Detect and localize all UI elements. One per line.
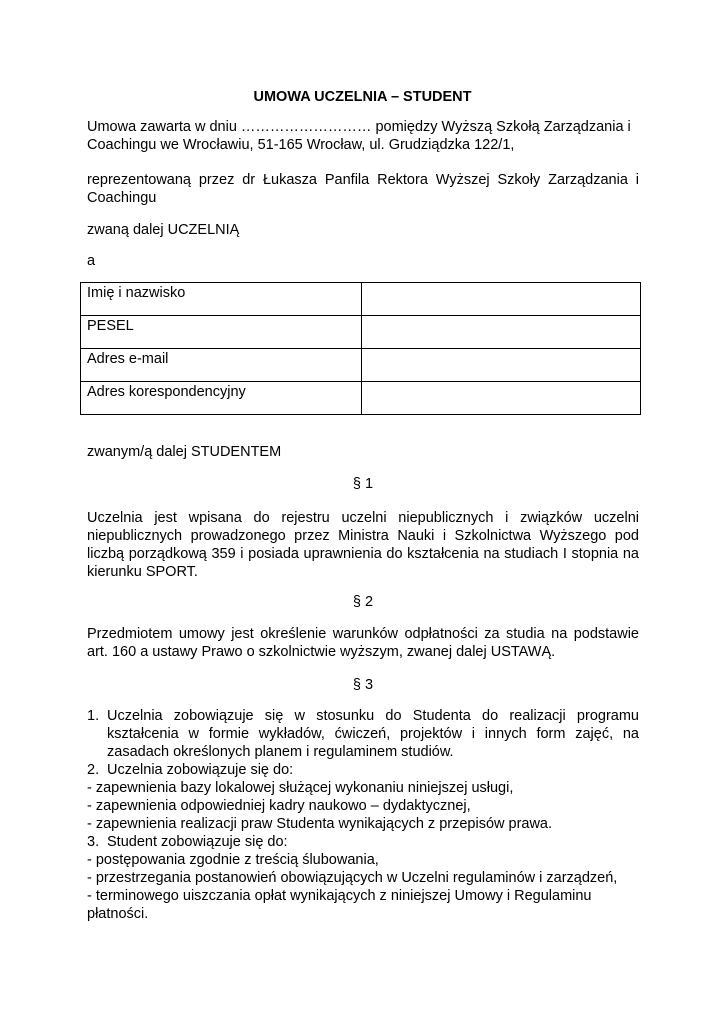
list-item-text: Uczelnia zobowiązuje się w stosunku do Studenta do realizacji programu kształcenia w formie wykładów, ćwiczeń, projektów i innych form zajęć, na zasadach określonych planem i regulaminem studiów.	[107, 708, 639, 760]
row-value-name[interactable]	[362, 283, 641, 316]
intro-representation: reprezentowaną przez dr Łukasza Panfila Rektora Wyższej Szkoły Zarządzania i Coachingu	[87, 172, 639, 206]
section-3-list	[87, 707, 639, 923]
list-item	[87, 833, 639, 851]
row-value-email[interactable]	[362, 349, 641, 382]
list-item-text: Uczelnia zobowiązuje się do:	[107, 762, 294, 778]
section-1-text: Uczelnia jest wpisana do rejestru uczelni niepublicznych i związków uczelni niepublicznych prowadzonego przez Ministra Nauki i Szkolnictwa Wyższego pod liczbą porządkową 359 i posiada uprawnienia do kształcenia na studiach I stopnia na kierunku SPORT.	[87, 510, 639, 580]
document-title: UMOWA UCZELNIA – STUDENT	[253, 89, 472, 105]
section-1-heading: § 1	[352, 476, 374, 492]
list-item-number: 3.	[87, 834, 100, 850]
student-data-table	[80, 282, 641, 415]
intro-university-designation: zwaną dalej UCZELNIĄ	[87, 222, 240, 238]
row-label-email: Adres e-mail	[81, 349, 362, 382]
row-label-address: Adres korespondencyjny	[81, 382, 362, 415]
obligation-bullet: - przestrzegania postanowień obowiązujących w Uczelni regulaminów i zarządzeń,	[87, 870, 618, 886]
obligation-bullet: - zapewnienia odpowiedniej kadry naukowo – dydaktycznej,	[87, 798, 471, 814]
student-designation: zwanym/ą dalej STUDENTEM	[87, 444, 282, 460]
obligation-bullet: - zapewnienia realizacji praw Studenta wynikających z przepisów prawa.	[87, 816, 553, 832]
row-value-pesel[interactable]	[362, 316, 641, 349]
obligation-bullet: - zapewnienia bazy lokalowej służącej wykonaniu niniejszej usługi,	[87, 780, 514, 796]
section-3-heading: § 3	[352, 677, 374, 693]
row-value-address[interactable]	[362, 382, 641, 415]
list-item-number: 2.	[87, 762, 100, 778]
list-item	[87, 707, 639, 761]
intro-conjunction: a	[87, 253, 96, 269]
list-item-number: 1.	[87, 708, 100, 724]
obligation-bullet: - terminowego uiszczania opłat wynikających z niniejszej Umowy i Regulaminu płatności.	[87, 888, 592, 922]
section-2-text: Przedmiotem umowy jest określenie warunków odpłatności za studia na podstawie art. 160 a ustawy Prawo o szkolnictwie wyższym, zwanej dalej USTAWĄ.	[87, 626, 639, 660]
table-row	[81, 382, 641, 415]
intro-parties: Umowa zawarta w dniu ……………………… pomiędzy Wyższą Szkołą Zarządzania i Coachingu we Wrocławiu, 51-165 Wrocław, ul. Grudziądzka 122/1,	[87, 119, 631, 153]
row-label-name: Imię i nazwisko	[81, 283, 362, 316]
table-row	[81, 316, 641, 349]
table-row	[81, 283, 641, 316]
obligation-bullet: - postępowania zgodnie z treścią ślubowania,	[87, 852, 379, 868]
section-2-heading: § 2	[352, 594, 374, 610]
list-item	[87, 761, 639, 779]
row-label-pesel: PESEL	[81, 316, 362, 349]
table-row	[81, 349, 641, 382]
list-item-text: Student zobowiązuje się do:	[107, 834, 288, 850]
